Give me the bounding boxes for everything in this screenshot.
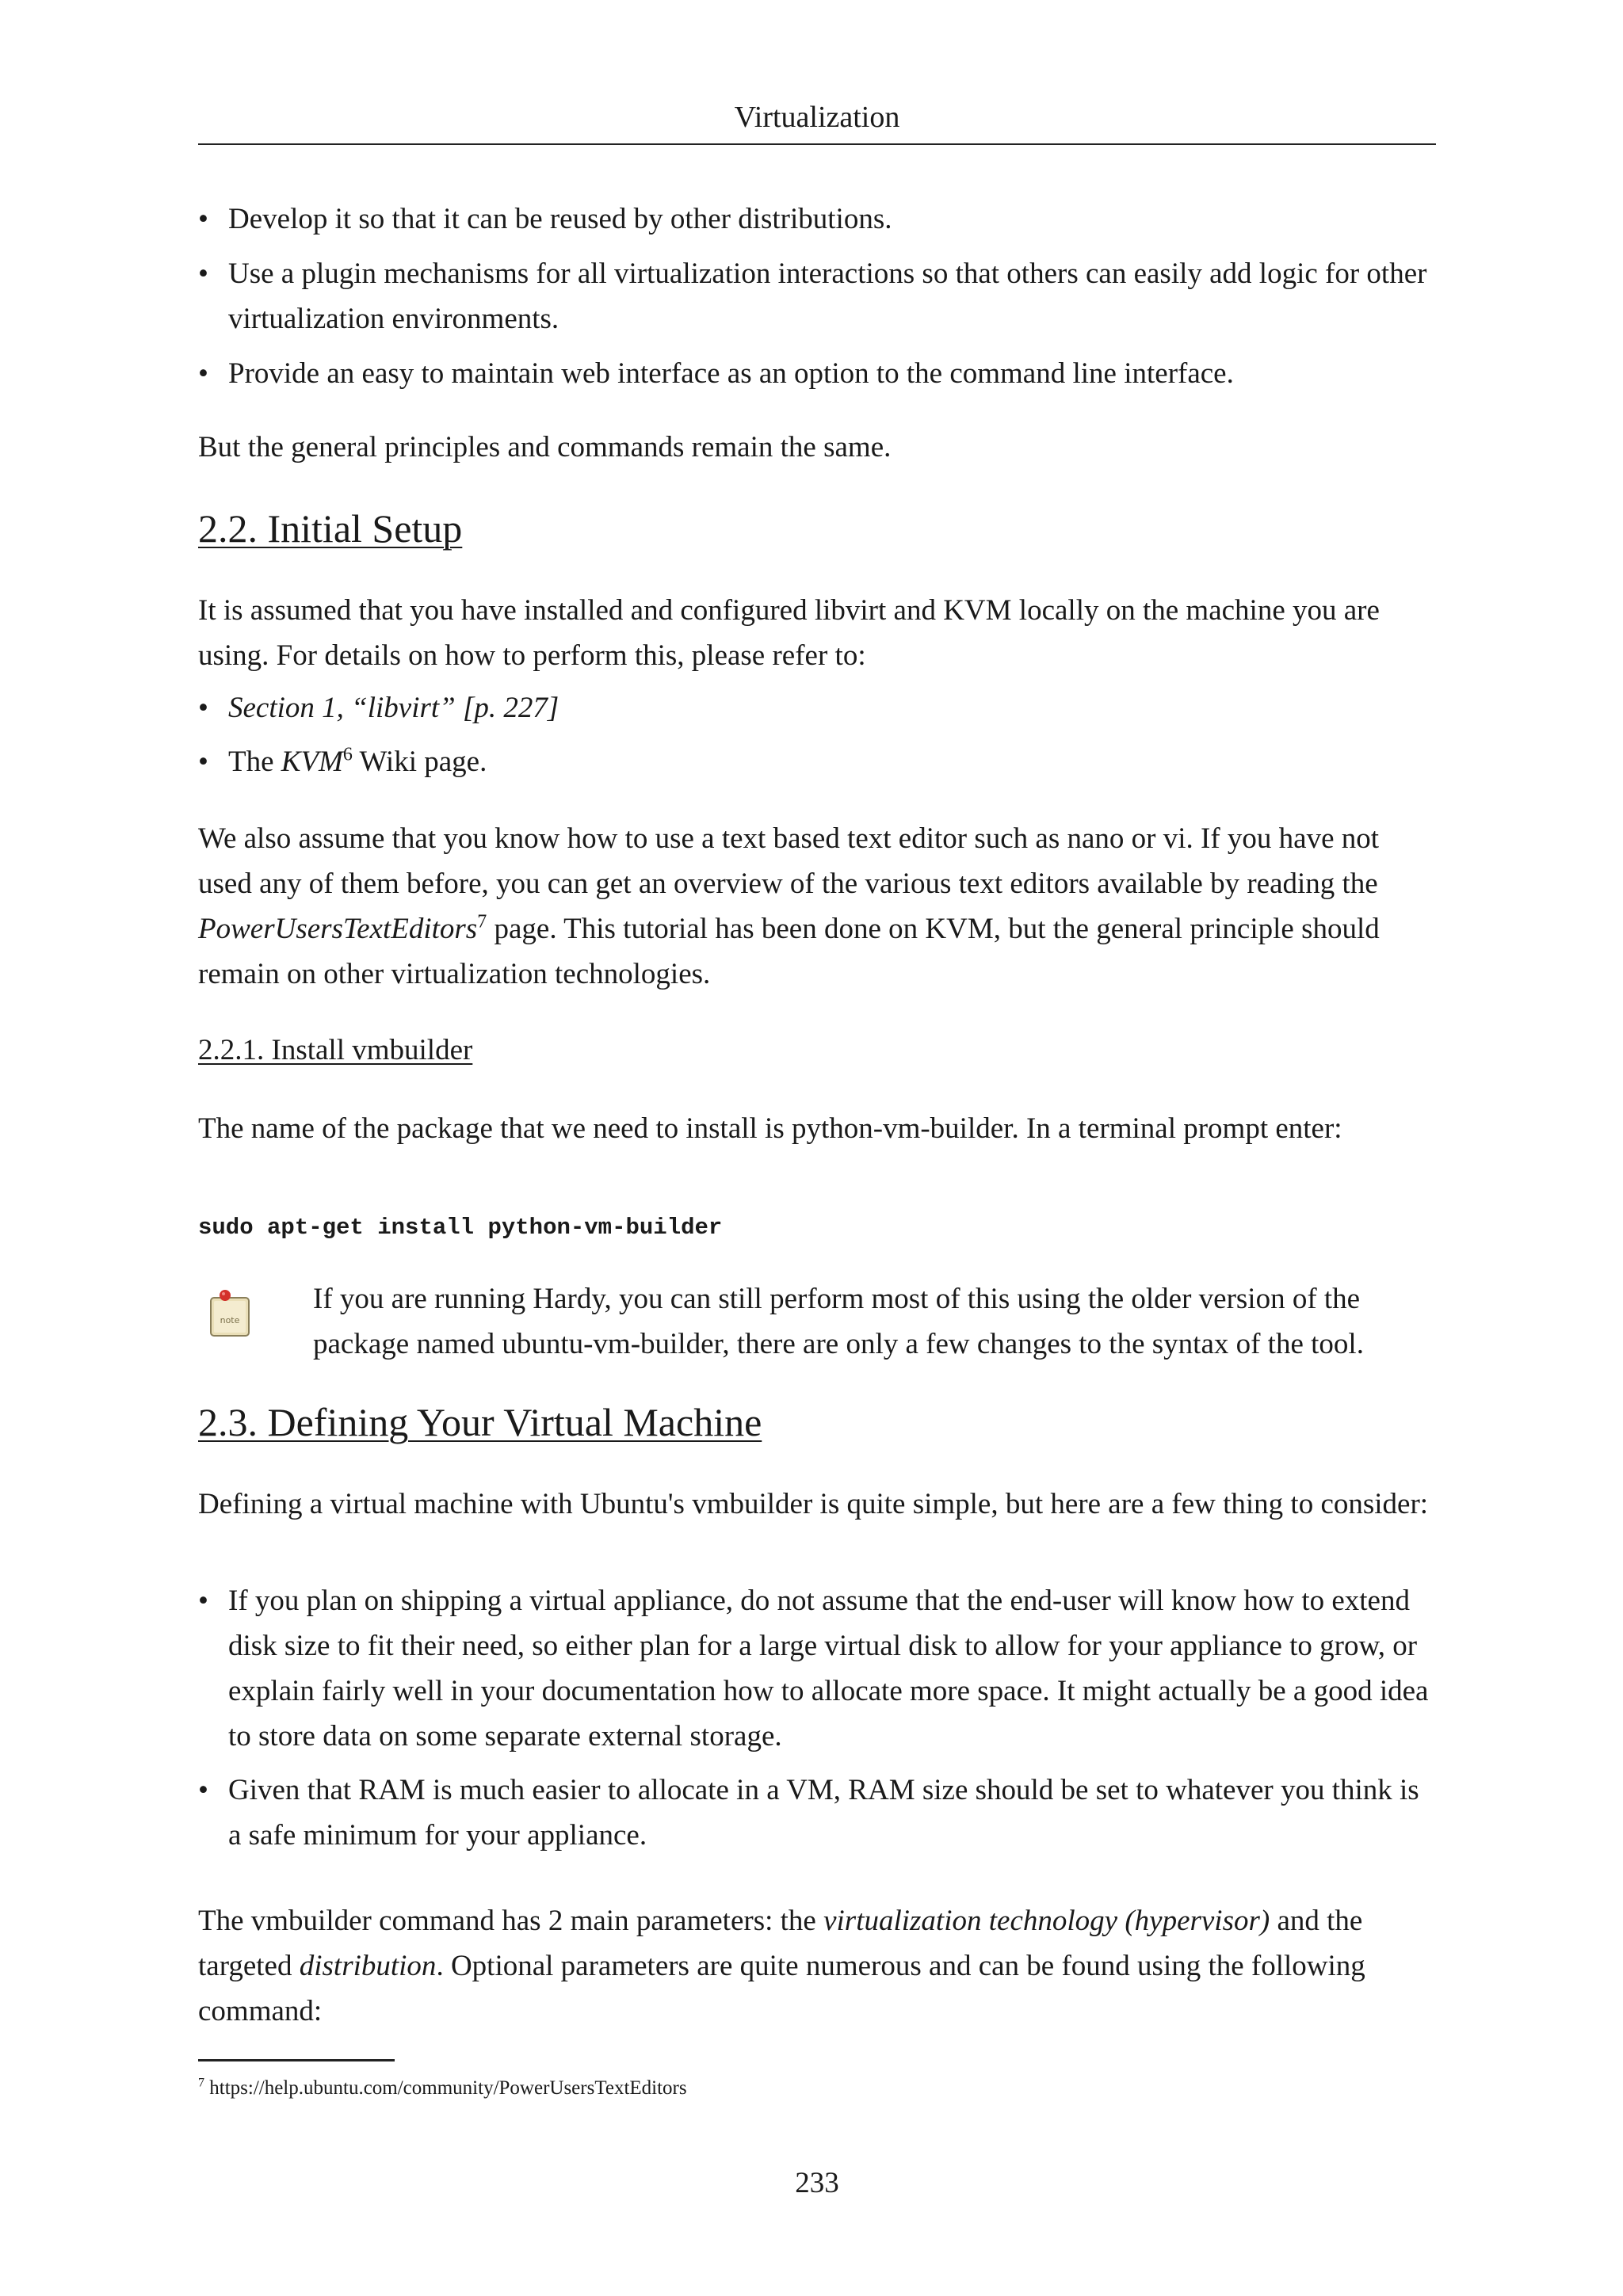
footnote-url[interactable]: https://help.ubuntu.com/community/PowerUsersTextEditors [209,2077,687,2099]
hypervisor-term: virtualization technology (hypervisor) [823,1905,1270,1937]
power-users-text-editors-link[interactable]: PowerUsersTextEditors [198,913,478,945]
note-icon [208,1290,254,1339]
defining-vm-bullet-list [198,1578,1436,1858]
text-editor-text-b: page. This tutorial has been done on KVM, but the general principle should remain on other virtualization technologies. [198,913,1380,990]
defining-vm-paragraph: Defining a virtual machine with Ubuntu's vmbuilder is quite simple, but here are a few thing to consider: [198,1488,1429,1520]
params-text-a: The vmbuilder command has 2 main parameters: the [198,1905,824,1937]
params-text-b: and the targeted [198,1905,1363,1982]
install-paragraph: The name of the package that we need to install is python-vm-builder. In a terminal prompt enter: [198,1112,1342,1145]
reference-bullet-list [198,685,1436,784]
header-rule [198,143,1436,145]
kvm-link[interactable]: KVM [281,746,343,778]
list-item: • Use a plugin mechanisms for all virtualization interactions so that others can easily add logic for other virtualization environments. [198,251,1436,341]
kvm-suffix: Wiki page. [352,746,487,778]
note-text: If you are running Hardy, you can still perform most of this using the older version of the package named ubuntu-vm-builder, there are only a few changes to the syntax of the tool. [313,1283,1364,1360]
libvirt-section-link[interactable]: Section 1, “libvirt” [p. 227] [228,692,559,724]
params-text-c: . Optional parameters are quite numerous and can be found using the following command: [198,1950,1365,2027]
footnote-rule [198,2059,395,2061]
list-item: • Develop it so that it can be reused by other distributions. [198,196,1436,242]
text-editor-paragraph [198,816,1436,997]
intro-closing-paragraph: But the general principles and commands remain the same. [198,431,892,463]
kvm-prefix: The [228,746,281,778]
install-command: sudo apt-get install python-vm-builder [198,1215,723,1241]
list-item: • Given that RAM is much easier to allocate in a VM, RAM size should be set to whatever you think is a safe minimum for your appliance. [198,1768,1436,1858]
list-item: • If you plan on shipping a virtual appliance, do not assume that the end-user will know how to extend disk size to fit their need, so either plan for a large virtual disk to allow for your appliance to grow, or explain fairly well in your documentation how to allocate more space. It might actually be a good idea to store data on some separate external storage. [198,1578,1436,1759]
footnote-number: 7 [198,2076,204,2090]
section-heading-defining-vm: 2.3. Defining Your Virtual Machine [198,1400,762,1444]
initial-setup-paragraph: It is assumed that you have installed and configured libvirt and KVM locally on the machine you are using. For details on how to perform this, please refer to: [198,594,1380,672]
footnote [198,2074,687,2103]
page-number: 233 [795,2167,839,2199]
intro-bullet-list [198,196,1436,396]
subsection-heading-install-vmbuilder: 2.2.1. Install vmbuilder [198,1034,473,1066]
reference-item-libvirt [198,685,1436,730]
section-heading-initial-setup: 2.2. Initial Setup [198,506,463,551]
footnote-marker: 7 [477,911,487,933]
note-icon-label: note [220,1315,240,1325]
text-editor-text-a: We also assume that you know how to use a text based text editor such as nano or vi. If you have not used any of them before, you can get an overview of the various text editors available by reading the [198,822,1380,900]
distribution-term: distribution [299,1950,437,1982]
vmbuilder-parameters-paragraph [198,1898,1436,2034]
reference-item-kvm [198,739,1436,784]
footnote-marker: 6 [342,744,353,765]
list-item: • Provide an easy to maintain web interface as an option to the command line interface. [198,351,1436,396]
running-header: Virtualization [734,101,900,134]
